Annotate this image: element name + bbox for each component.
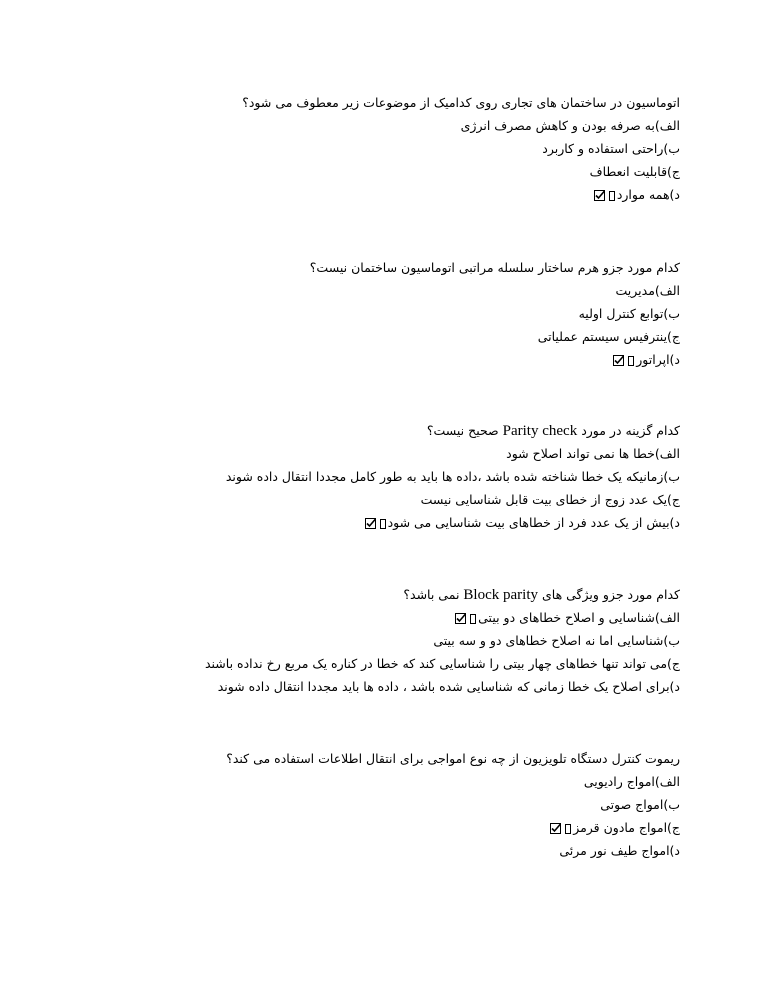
- question-5: [226, 747, 680, 862]
- question-text: اتوماسیون در ساختمان های تجاری روی کدامیک از موضوعات زیر معطوف می شود؟: [242, 95, 680, 110]
- checkbox-checked-icon: [455, 613, 466, 624]
- option-label: د)بیش از یک عدد فرد از خطاهای بیت شناسایی می شود: [387, 515, 680, 530]
- question-text-part: نمی باشد؟: [403, 587, 460, 602]
- question-text-part: صحیح نیست؟: [426, 423, 499, 438]
- option-label: د)همه موارد: [616, 187, 680, 202]
- question-1: [242, 91, 680, 206]
- option-selected: [205, 606, 680, 629]
- option-selected: [310, 348, 680, 371]
- option: الف)امواج رادیویی: [583, 774, 680, 789]
- question-2: [310, 256, 680, 371]
- option-label: د)اپراتور: [636, 352, 680, 367]
- option-selected: [242, 183, 680, 206]
- option: د)برای اصلاح یک خطا زمانی که شناسایی شده باشد ، داده ها باید مجددا انتقال داده شوند: [217, 679, 680, 694]
- checkbox-checked-icon: [550, 823, 561, 834]
- question-term: Parity check: [502, 423, 578, 439]
- option: ج)ینترفیس سیستم عملیاتی: [537, 329, 680, 344]
- option: الف)مدیریت: [615, 283, 680, 298]
- option: ج)می تواند تنها خطاهای چهار بیتی را شناسایی کند که خطا در کناره یک مربع رخ نداده باشند: [204, 656, 680, 671]
- option: ب)زمانیکه یک خطا شناخته شده باشد ،داده ها باید به طور کامل مجددا انتقال داده شوند: [225, 469, 680, 484]
- question-text: [205, 583, 680, 606]
- option: ب)امواج صوتی: [600, 797, 680, 812]
- option: ج)یک عدد زوج از خطای بیت قابل شناسایی نیست: [420, 492, 680, 507]
- question-text: [226, 419, 680, 442]
- question-text: ریموت کنترل دستگاه تلویزیون از چه نوع امواجی برای انتقال اطلاعات استفاده می کند؟: [226, 751, 680, 766]
- option-label: الف)شناسایی و اصلاح خطاهای دو بیتی: [478, 610, 680, 625]
- option: ب)راحتی استفاده و کاربرد: [542, 141, 680, 156]
- option: د)امواج طیف نور مرئی: [559, 843, 680, 858]
- question-term: Block parity: [463, 587, 538, 603]
- option-label: ج)امواج مادون قرمز: [573, 820, 680, 835]
- question-4: [205, 583, 680, 698]
- checkbox-checked-icon: [594, 190, 605, 201]
- option: ج)قابلیت انعطاف: [589, 164, 680, 179]
- missing-glyph-icon: [628, 356, 634, 366]
- missing-glyph-icon: [470, 614, 476, 624]
- checkbox-checked-icon: [365, 518, 376, 529]
- missing-glyph-icon: [565, 824, 571, 834]
- question-text: کدام مورد جزو هرم ساختار سلسله مراتبی اتوماسیون ساختمان نیست؟: [309, 260, 680, 275]
- missing-glyph-icon: [609, 191, 615, 201]
- option-selected: [226, 816, 680, 839]
- checkbox-checked-icon: [613, 355, 624, 366]
- option: ب)شناسایی اما نه اصلاح خطاهای دو و سه بیتی: [433, 633, 680, 648]
- option-selected: [226, 511, 680, 534]
- missing-glyph-icon: [380, 519, 386, 529]
- option: الف)خطا ها نمی تواند اصلاح شود: [506, 446, 680, 461]
- option: ب)توابع کنترل اولیه: [578, 306, 680, 321]
- question-text-part: کدام مورد جزو ویژگی های: [541, 587, 680, 602]
- question-text-part: کدام گزینه در مورد: [581, 423, 680, 438]
- option: الف)به صرفه بودن و کاهش مصرف انرژی: [460, 118, 680, 133]
- question-3: [226, 419, 680, 534]
